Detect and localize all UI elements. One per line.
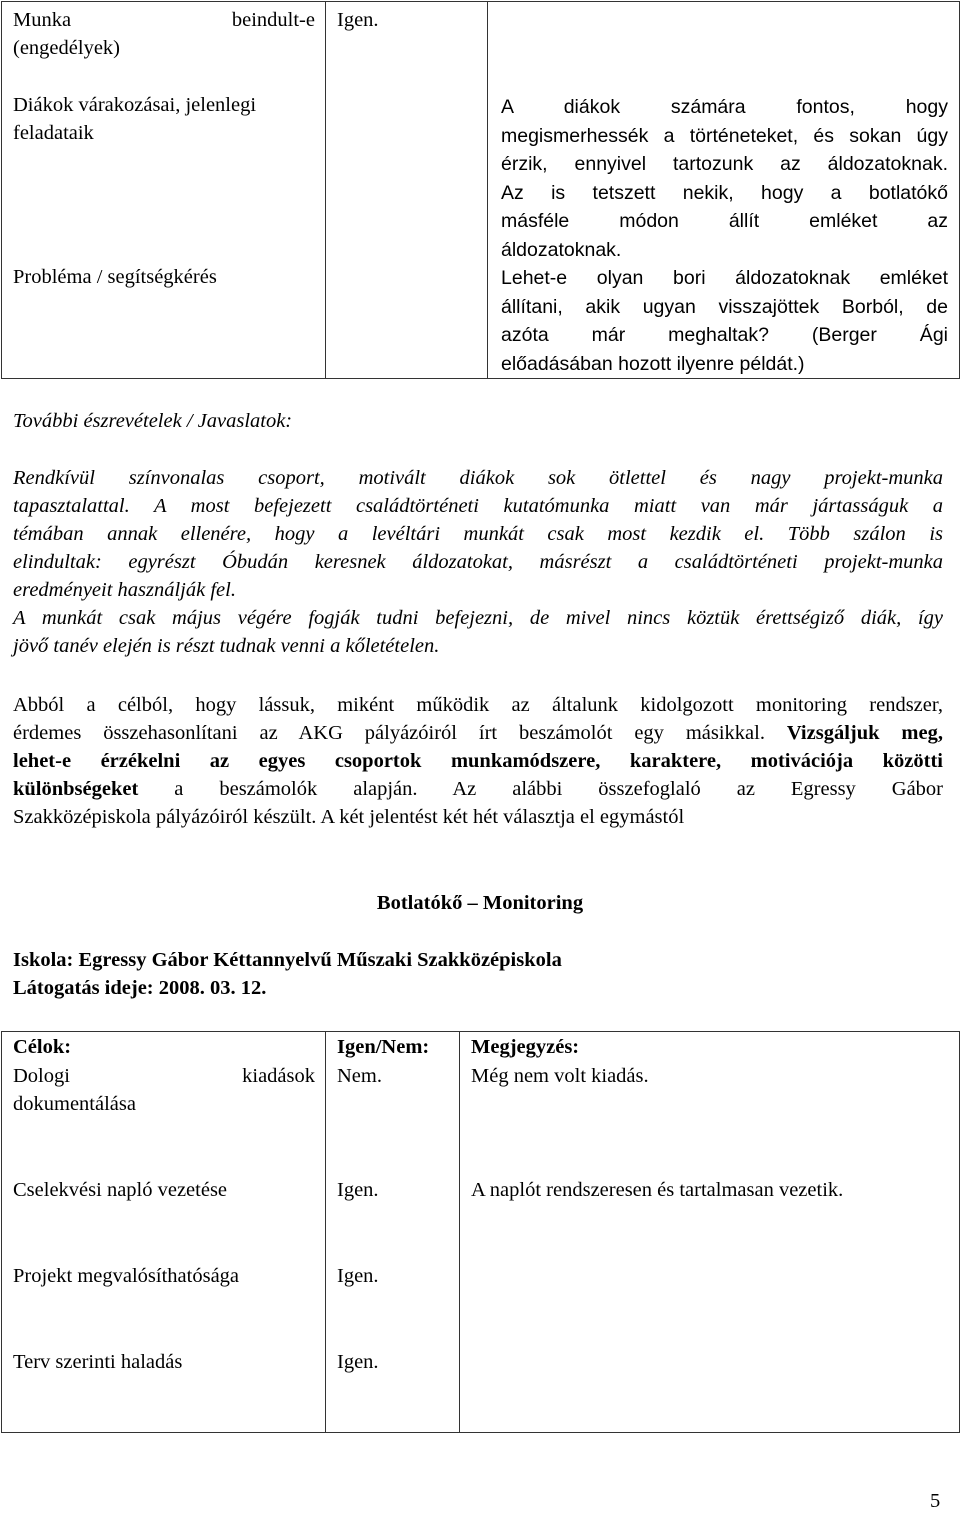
goal-row-2-label: Cselekvési napló vezetése [13, 1179, 228, 1201]
goal-row-2-note: A naplót rendszeresen és tartalmasan vezetik. [471, 1179, 844, 1201]
goal-row-3-label: Projekt megvalósíthatósága [13, 1265, 240, 1287]
page-number: 5 [930, 1490, 941, 1512]
header-notes: Megjegyzés: [471, 1036, 580, 1058]
visit-date: Látogatás ideje: 2008. 03. 12. [13, 977, 267, 999]
section-title: Botlatókő – Monitoring [376, 892, 584, 914]
body-paragraph: Abból a célból, hogy lássuk, miként működik az általunk kidolgozott monitoring rendszer, érdemes összehasonlítani az AKG pályázóiról írt beszámolót egy másikkal. Vizsgáljuk meg, lehet-e érzékelni az egyes csoportok munkamódszere, karaktere, motivációja közötti különbségeket a beszámolók alapján. Az alábbi összefoglaló az Egressy Gábor Szakközépiskola pályázóiról készült. A két jelentést két hét választja el egymástól [13, 694, 943, 828]
remarks-heading: További észrevételek / Javaslatok: [13, 410, 293, 432]
row3-note: Lehet-e olyan bori áldozatoknak emléket állítani, akik ugyan visszajöttek Borból, de azóta már meghaltak? (Berger Ági előadásában hozott ilyenre példát.) [501, 267, 948, 375]
school-name: Iskola: Egressy Gábor Kéttannyelvű Műszaki Szakközépiskola [13, 949, 562, 971]
remarks-paragraph: Rendkívül színvonalas csoport, motivált diákok sok ötlettel és nagy projekt-munka tapasztalattal. A most befejezett családtörténeti kutatómunka miatt van már jártasságuk a témában annak ellenére, hogy a levéltári munkát csak most kezdik el. Több szálon is elindultak: egyrészt Óbudán keresnek áldozatokat, másrészt a családtörténeti projekt-munka eredményeit használják fel. A munkát csak május végére fogják tudni befejezni, de mivel nincs köztük érettségiző diák, így jövő tanév elején is részt tudnak venni a kőletételen. [13, 467, 943, 657]
goal-row-1-note: Még nem volt kiadás. [471, 1065, 649, 1087]
goal-row-4-answer: Igen. [337, 1351, 379, 1373]
goal-row-4-label: Terv szerinti haladás [13, 1351, 183, 1373]
row1-label: Munka beindult-e (engedélyek) [13, 9, 315, 59]
header-yes-no: Igen/Nem: [337, 1036, 430, 1058]
header-goals: Célok: [13, 1036, 72, 1058]
row2-label: Diákok várakozásai, jelenlegi feladataik [13, 94, 257, 144]
goal-row-1-answer: Nem. [337, 1065, 382, 1087]
goal-row-2-answer: Igen. [337, 1179, 379, 1201]
row3-label: Probléma / segítségkérés [13, 266, 217, 288]
row2-note: A diákok számára fontos, hogy megismerhessék a történeteket, és sokan úgy érzik, ennyivel tartozunk az áldozatoknak. Az is tetszett nekik, hogy a botlatókő másféle módon állít emléket az áldozatoknak. [501, 96, 948, 261]
goal-row-1-label: Dologi kiadások dokumentálása [13, 1065, 315, 1115]
goal-row-3-answer: Igen. [337, 1265, 379, 1287]
row1-value: Igen. [337, 9, 379, 31]
